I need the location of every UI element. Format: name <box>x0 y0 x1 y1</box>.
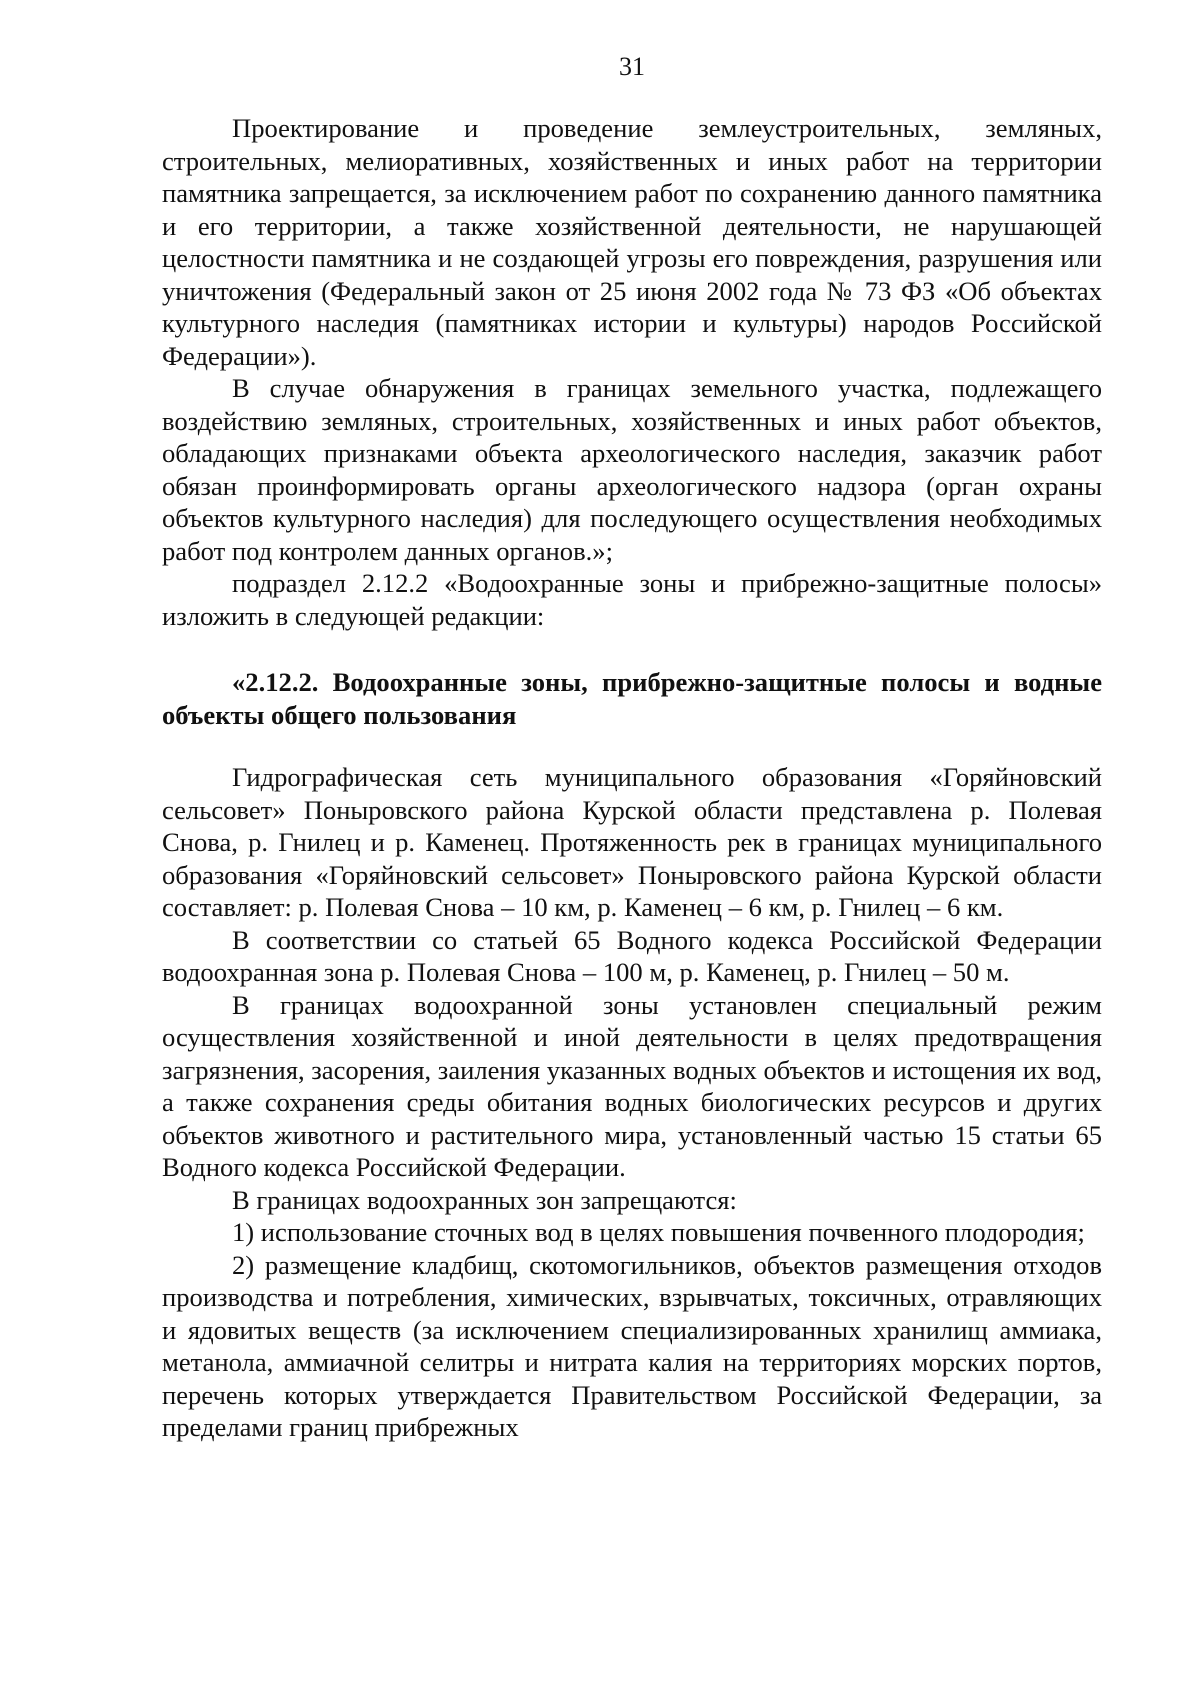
page-number: 31 <box>619 52 645 81</box>
list-item-1: 1) использование сточных вод в целях повышения почвенного плодородия; <box>232 1217 1085 1247</box>
paragraph-special-regime: В границах водоохранной зоны установлен специальный режим осуществления хозяйственной и иной деятельности в целях предотвращения загрязнения, засорения, заиления указанных водных объектов и истощения их вод, а также сохранения среды обитания водных биологических ресурсов и других объектов животного и растительного мира, установленный частью 15 статьи 65 Водного кодекса Российской Федерации. <box>162 989 1102 1182</box>
paragraph-subsection-amendment: подраздел 2.12.2 «Водоохранные зоны и прибрежно-защитные полосы» изложить в следующей редакции: <box>162 568 1102 631</box>
paragraph-hydrographic-network: Гидрографическая сеть муниципального образования «Горяйновский сельсовет» Поныровского района Курской области представлена р. Полевая Снова, р. Гнилец и р. Каменец. Протяженность рек в границах муниципального образования «Горяйновский сельсовет» Поныровского района Курской области составляет: р. Полевая Снова – 10 км, р. Каменец – 6 км, р. Гнилец – 6 км. <box>162 762 1102 922</box>
paragraph-prohibitions-intro: В границах водоохранных зон запрещаются: <box>232 1184 737 1215</box>
paragraph-monument-work-restrictions: Проектирование и проведение землеустроительных, земляных, строительных, мелиоративных, хозяйственных и иных работ на территории памятника запрещается, за исключением работ по сохранению данного памятника и его территории, а также хозяйственной деятельности, не нарушающей целостности памятника и не создающей угрозы его повреждения, разрушения или уничтожения (Федеральный закон от 25 июня 2002 года № 73 ФЗ «Об объектах культурного наследия (памятниках истории и культуры) народов Российской Федерации»). <box>162 113 1102 371</box>
paragraph-water-protection-zone-width: В соответствии со статьей 65 Водного кодекса Российской Федерации водоохранная зона р. Полевая Снова – 100 м, р. Каменец, р. Гнилец – 50 м. <box>162 924 1102 987</box>
paragraph-archaeological-findings: В случае обнаружения в границах земельного участка, подлежащего воздействию земляных, строительных, хозяйственных и иных работ объектов, обладающих признаками объекта археологического наследия, заказчик работ обязан проинформировать органы археологического надзора (орган охраны объектов культурного наследия) для последующего осуществления необходимых работ под контролем данных органов.»; <box>162 373 1102 566</box>
list-item-2: 2) размещение кладбищ, скотомогильников, объектов размещения отходов производства и потребления, химических, взрывчатых, токсичных, отравляющих и ядовитых веществ (за исключением специализированных хранилищ аммиака, метанола, аммиачной селитры и нитрата калия на территориях морских портов, перечень которых утверждается Правительством Российской Федерации, за пределами границ прибрежных <box>162 1249 1102 1442</box>
document-body <box>162 112 1102 1444</box>
section-heading: «2.12.2. Водоохранные зоны, прибрежно-защитные полосы и водные объекты общего пользования <box>162 667 1102 730</box>
